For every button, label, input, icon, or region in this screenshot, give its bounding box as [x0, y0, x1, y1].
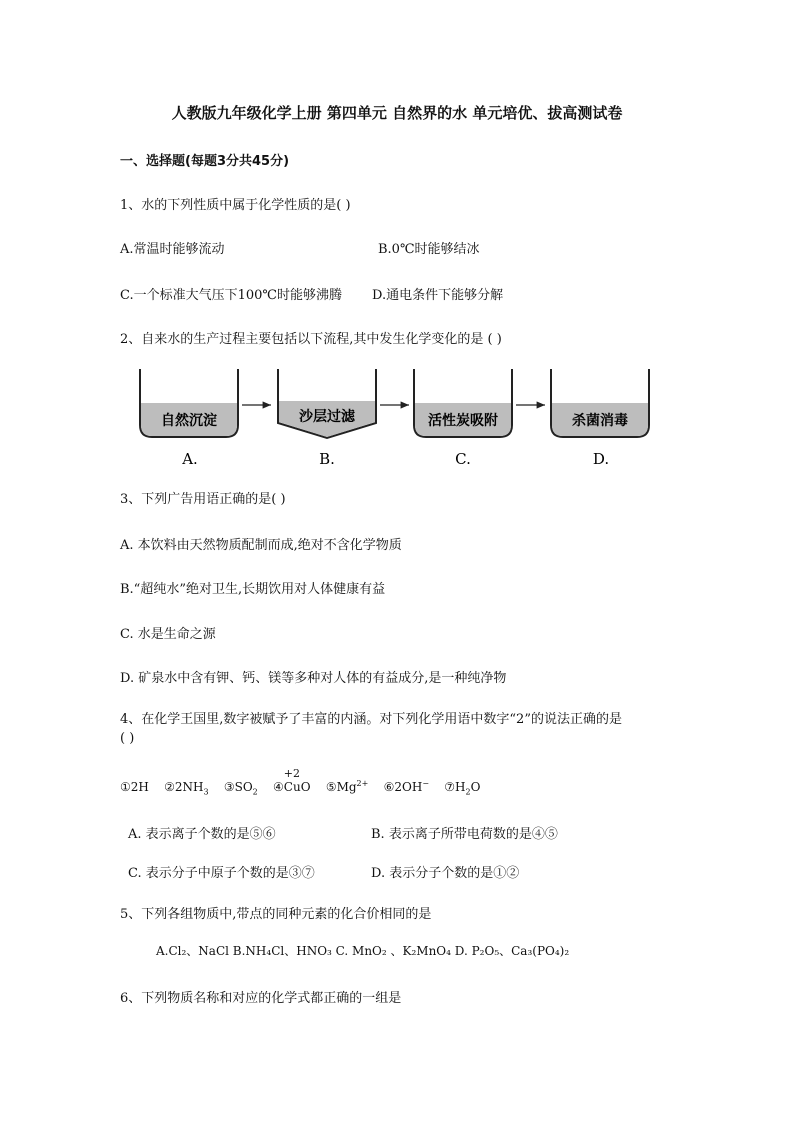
question-4-option-a: A. 表示离子个数的是⑤⑥: [128, 827, 276, 842]
question-5-options: A.Cl₂、NaCl B.NH₄Cl、HNO₃ C. MnO₂ 、K₂MnO₄ D. P₂O₅、Ca₃(PO₄)₂: [156, 944, 570, 958]
chemical-symbols-row: [120, 767, 481, 797]
question-1-option-b: B.0℃时能够结冰: [378, 242, 480, 257]
step-c-letter: C.: [455, 450, 471, 468]
question-5-stem: 5、下列各组物质中,带点的同种元素的化合价相同的是: [120, 907, 432, 922]
question-3-option-b: B.“超纯水”绝对卫生,长期饮用对人体健康有益: [120, 582, 386, 597]
question-1-option-d: D.通电条件下能够分解: [372, 288, 504, 303]
step-b-letter: B.: [319, 450, 335, 468]
tank-sand-filtration: [278, 369, 376, 438]
question-4-option-c: C. 表示分子中原子个数的是③⑦: [128, 866, 315, 881]
symbol-5: $⑤Mg^{2+}$: [325, 779, 369, 794]
step-d-letter: D.: [592, 450, 610, 468]
question-1-option-a: A.常温时能够流动: [120, 242, 225, 257]
step-d-label: 杀菌消毒: [572, 413, 628, 429]
step-b-label: 沙层过滤: [299, 409, 355, 425]
tank-natural-sedimentation: [140, 369, 238, 437]
question-6-stem: 6、下列物质名称和对应的化学式都正确的一组是: [120, 991, 402, 1006]
question-3-option-a: A. 本饮料由天然物质配制而成,绝对不含化学物质: [120, 538, 402, 553]
question-4-stem: 4、在化学王国里,数字被赋予了丰富的内涵。对下列化学用语中数字“2”的说法正确的是: [120, 712, 622, 727]
symbol-4: ④ +2 CuO: [273, 767, 311, 794]
question-3-option-c: C. 水是生命之源: [120, 627, 216, 642]
question-3-stem: 3、下列广告用语正确的是( ): [120, 492, 286, 507]
symbol-2: $②2NH_3$: [164, 780, 209, 797]
symbol-6: ⑥2OH−: [383, 779, 430, 794]
question-4-option-d: D. 表示分子个数的是①②: [371, 866, 520, 881]
question-4-option-b: B. 表示离子所带电荷数的是④⑤: [371, 827, 558, 842]
symbol-1: ①2H: [120, 780, 149, 794]
tank-disinfection: [551, 369, 649, 437]
symbol-7: $⑦H_2O$: [444, 780, 481, 797]
question-4-stem-bracket: ( ): [120, 731, 135, 746]
question-3-option-d: D. 矿泉水中含有钾、钙、镁等多种对人体的有益成分,是一种纯净物: [120, 671, 507, 686]
tank-activated-carbon-adsorption: [414, 369, 512, 437]
water-treatment-flow-diagram: [128, 365, 688, 470]
section-heading: 一、选择题(每题3分共45分): [120, 154, 290, 169]
symbol-3: $③SO_2$: [223, 780, 258, 797]
page-title: 人教版九年级化学上册 第四单元 自然界的水 单元培优、拔高测试卷: [171, 104, 623, 122]
question-2-stem: 2、自来水的生产过程主要包括以下流程,其中发生化学变化的是 ( ): [120, 332, 502, 347]
question-1-option-c: C.一个标准大气压下100℃时能够沸腾: [120, 288, 342, 303]
step-a-letter: A.: [182, 450, 198, 468]
step-c-label: 活性炭吸附: [428, 413, 498, 429]
step-a-label: 自然沉淀: [161, 413, 217, 429]
question-1-stem: 1、水的下列性质中属于化学性质的是( ): [120, 198, 351, 213]
